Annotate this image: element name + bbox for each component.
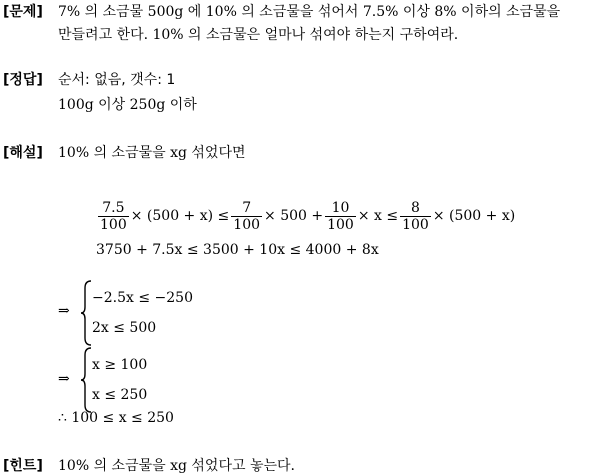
eq1-part4: × (500 + x) [432,208,516,224]
problem-text-line2: 만들려고 한다. 10% 의 소금물은 얼마나 섞여야 하는지 구하여라. [58,27,459,43]
eq1-part3: × x ≤ [357,208,399,224]
fraction-7-5-over-100: $\frac{7.5}{100}$ [100,199,127,233]
fraction-7-over-100: $\frac{7}{100}$ [233,199,261,233]
fraction-10-over-100: $\frac{10}{100}$ [327,199,354,233]
eq1-part2: × 500 + [264,208,324,224]
answer-value: 100g 이상 250g 이하 [58,97,197,113]
left-brace-2 [80,347,92,413]
problem-label: [문제] [3,4,43,20]
equation-1 [96,197,515,235]
left-brace-1 [80,280,92,346]
answer-order-count: 순서: 없음, 갯수: 1 [58,72,176,88]
equation-2: 3750 + 7.5x ≤ 3500 + 10x ≤ 4000 + 8x [96,242,379,258]
implies-arrow-2: ⇒ [58,371,70,387]
system2-eq-b: x ≤ 250 [92,387,148,403]
solution-intro: 10% 의 소금물을 xg 섞었다면 [58,145,246,161]
answer-label: [정답] [3,72,43,88]
system1-eq-b: 2x ≤ 500 [92,320,157,336]
hint-text: 10% 의 소금물을 xg 섞었다고 놓는다. [58,458,295,474]
hint-label: [힌트] [3,458,43,474]
solution-label: [해설] [3,145,43,161]
eq1-part1: × (500 + x) ≤ [130,208,230,224]
final-answer: ∴ 100 ≤ x ≤ 250 [58,410,174,426]
fraction-8-over-100: $\frac{8}{100}$ [402,199,429,233]
problem-text-line1: 7% 의 소금물 500g 에 10% 의 소금물을 섞어서 7.5% 이상 8% 이하의 소금물을 [58,4,561,20]
system1-eq-a: −2.5x ≤ −250 [92,290,193,306]
implies-arrow-1: ⇒ [58,303,70,319]
system2-eq-a: x ≥ 100 [92,357,148,373]
